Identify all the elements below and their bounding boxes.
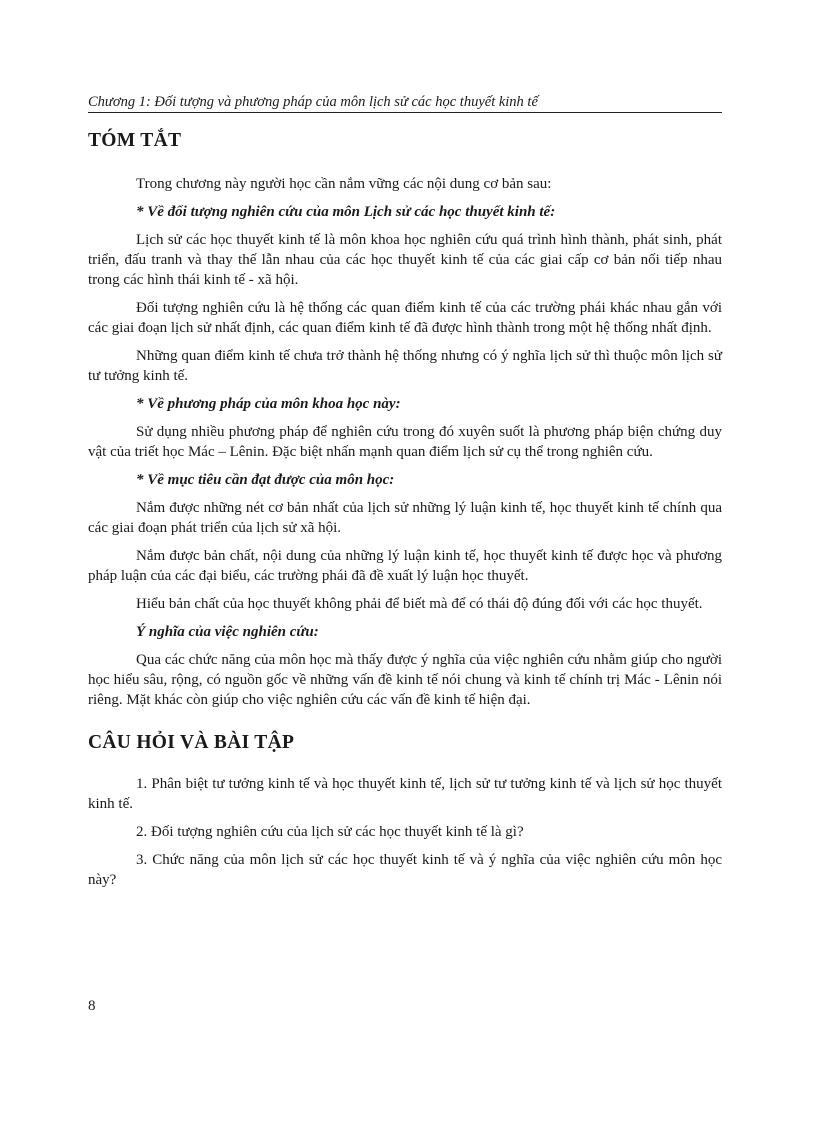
question-item-3: 3. Chức năng của môn lịch sử các học thuyết kinh tế và ý nghĩa của việc nghiên cứu môn học này? bbox=[88, 852, 722, 888]
object-paragraph-2: Đối tượng nghiên cứu là hệ thống các quan điểm kinh tế của các trường phái khác nhau gắn với các giai đoạn lịch sử nhất định, các quan điểm kinh tế đã được hình thành trong một hệ thống nhất định. bbox=[88, 300, 722, 336]
question-item-2: 2. Đối tượng nghiên cứu của lịch sử các học thuyết kinh tế là gì? bbox=[136, 824, 524, 840]
question-item-1: 1. Phân biệt tư tưởng kinh tế và học thuyết kinh tế, lịch sử tư tưởng kinh tế và lịch sử học thuyết kinh tế. bbox=[88, 776, 722, 812]
method-heading: * Về phương pháp của môn khoa học này: bbox=[136, 396, 401, 412]
goal-paragraph-2: Nắm được bản chất, nội dung của những lý luận kinh tế, học thuyết kinh tế được học và phương pháp luận của các đại biểu, các trường phái đã đề xuất lý luận học thuyết. bbox=[88, 548, 722, 584]
running-header: Chương 1: Đối tượng và phương pháp của môn lịch sử các học thuyết kinh tế bbox=[88, 93, 722, 113]
page-content bbox=[88, 128, 722, 898]
summary-title: TÓM TẮT bbox=[88, 130, 182, 151]
goal-paragraph-3: Hiểu bản chất của học thuyết không phải để biết mà để có thái độ đúng đối với các học thuyết. bbox=[136, 596, 703, 612]
method-paragraph-1: Sử dụng nhiều phương pháp để nghiên cứu trong đó xuyên suốt là phương pháp biện chứng duy vật của triết học Mác – Lênin. Đặc biệt nhấn mạnh quan điểm lịch sử cụ thể trong nghiên cứu. bbox=[88, 424, 722, 460]
page-number: 8 bbox=[88, 998, 96, 1014]
summary-intro: Trong chương này người học cần nắm vững các nội dung cơ bản sau: bbox=[136, 176, 552, 192]
document-page bbox=[88, 0, 722, 1123]
goal-heading: * Về mục tiêu cần đạt được của môn học: bbox=[136, 472, 395, 488]
goal-paragraph-1: Nắm được những nét cơ bản nhất của lịch sử những lý luận kinh tế, học thuyết kinh tế chính qua các giai đoạn phát triển của lịch sử xã hội. bbox=[88, 500, 722, 536]
object-paragraph-1: Lịch sử các học thuyết kinh tế là môn khoa học nghiên cứu quá trình hình thành, phát sinh, phát triển, đấu tranh và thay thế lẫn nhau của các học thuyết kinh tế của các giai cấp cơ bản nối tiếp nhau trong các hình thái kinh tế - xã hội. bbox=[88, 232, 722, 288]
questions-title: CÂU HỎI VÀ BÀI TẬP bbox=[88, 732, 295, 753]
object-heading: * Về đối tượng nghiên cứu của môn Lịch sử các học thuyết kinh tế: bbox=[136, 204, 556, 220]
object-paragraph-3: Những quan điểm kinh tế chưa trở thành hệ thống nhưng có ý nghĩa lịch sử thì thuộc môn lịch sử tư tưởng kinh tế. bbox=[88, 348, 722, 384]
meaning-heading: Ý nghĩa của việc nghiên cứu: bbox=[136, 624, 319, 640]
meaning-paragraph-1: Qua các chức năng của môn học mà thấy được ý nghĩa của việc nghiên cứu nhằm giúp cho người học hiểu sâu, rộng, có nguồn gốc về những vấn đề kinh tế nói chung và kinh tế chính trị Mác - Lênin nói riêng. Mặt khác còn giúp cho việc nghiên cứu các vấn đề kinh tế hiện đại. bbox=[88, 652, 722, 708]
